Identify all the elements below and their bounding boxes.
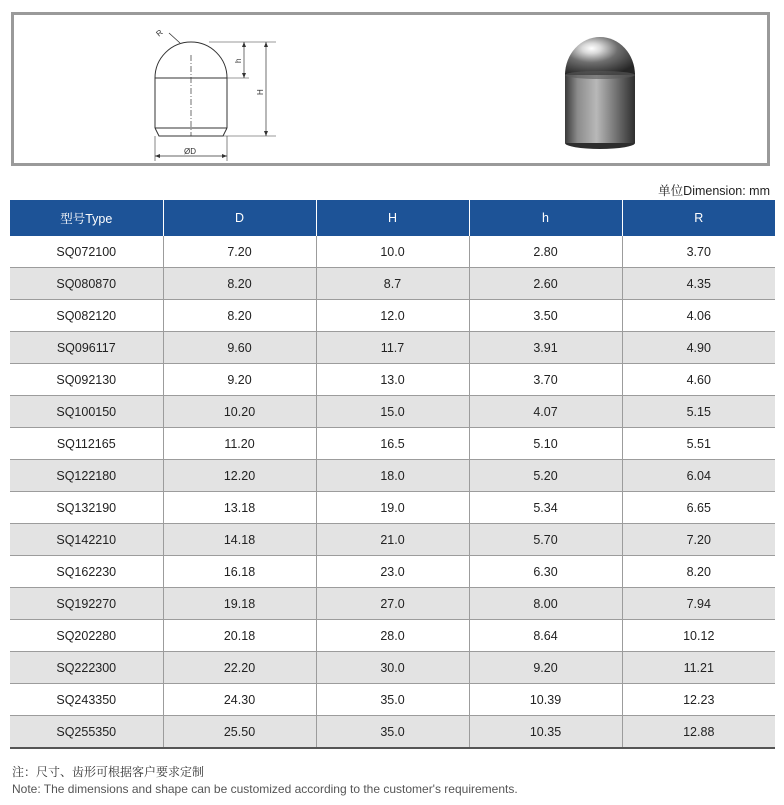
table-cell: 20.18 (163, 620, 316, 652)
table-cell: 8.20 (622, 556, 775, 588)
column-header: 型号Type (10, 200, 163, 236)
table-cell: 8.20 (163, 268, 316, 300)
table-row (10, 364, 775, 396)
table-cell: SQ112165 (10, 428, 163, 460)
table-cell: 5.34 (469, 492, 622, 524)
table-cell: SQ192270 (10, 588, 163, 620)
table-row (10, 620, 775, 652)
table-row (10, 332, 775, 364)
table-cell: 12.88 (622, 716, 775, 749)
table-row (10, 428, 775, 460)
table-cell: 21.0 (316, 524, 469, 556)
table-cell: 35.0 (316, 716, 469, 749)
table-cell: 30.0 (316, 652, 469, 684)
table-cell: SQ132190 (10, 492, 163, 524)
table-row (10, 236, 775, 268)
dimension-label-small-h: h (234, 58, 243, 63)
table-row (10, 396, 775, 428)
table-cell: 18.0 (316, 460, 469, 492)
table-cell: 4.60 (622, 364, 775, 396)
table-cell: 5.10 (469, 428, 622, 460)
table-cell: 7.20 (622, 524, 775, 556)
table-body (10, 236, 775, 748)
button-3d-render (565, 37, 635, 149)
dimension-arrowheads (155, 42, 268, 158)
table-row (10, 652, 775, 684)
table-cell: 6.65 (622, 492, 775, 524)
table-cell: 8.7 (316, 268, 469, 300)
table-cell: SQ082120 (10, 300, 163, 332)
table-cell: 13.0 (316, 364, 469, 396)
table-cell: SQ255350 (10, 716, 163, 749)
table-row (10, 588, 775, 620)
column-header: R (622, 200, 775, 236)
table-cell: 3.70 (622, 236, 775, 268)
table-cell: 4.07 (469, 396, 622, 428)
table-cell: SQ142210 (10, 524, 163, 556)
footnote-chinese: 注：尺寸、齿形可根据客户要求定制 (12, 765, 205, 779)
table-cell: 10.12 (622, 620, 775, 652)
dimension-label-r: R (154, 27, 165, 39)
dimension-label-d: ØD (184, 147, 196, 156)
table-cell: 2.80 (469, 236, 622, 268)
table-cell: 24.30 (163, 684, 316, 716)
table-cell: 2.60 (469, 268, 622, 300)
table-row (10, 492, 775, 524)
table-cell: 8.64 (469, 620, 622, 652)
table-cell: 8.20 (163, 300, 316, 332)
table-cell: 35.0 (316, 684, 469, 716)
table-cell: 10.39 (469, 684, 622, 716)
table-cell: 4.06 (622, 300, 775, 332)
table-cell: 19.18 (163, 588, 316, 620)
table-cell: SQ222300 (10, 652, 163, 684)
table-cell: 6.30 (469, 556, 622, 588)
footnote-english: Note: The dimensions and shape can be customized according to the customer's requirements. (12, 782, 518, 796)
table-cell: 14.18 (163, 524, 316, 556)
table-row (10, 716, 775, 749)
table-cell: SQ092130 (10, 364, 163, 396)
table-cell: 27.0 (316, 588, 469, 620)
table-cell: 4.90 (622, 332, 775, 364)
table-cell: 6.04 (622, 460, 775, 492)
button-outline-drawing (155, 33, 276, 161)
table-cell: 28.0 (316, 620, 469, 652)
table-cell: 9.20 (469, 652, 622, 684)
table-cell: SQ122180 (10, 460, 163, 492)
table-row (10, 300, 775, 332)
table-cell: 9.60 (163, 332, 316, 364)
table-cell: SQ162230 (10, 556, 163, 588)
table-cell: SQ202280 (10, 620, 163, 652)
table-cell: 8.00 (469, 588, 622, 620)
column-header: H (316, 200, 469, 236)
table-row (10, 684, 775, 716)
footnote (12, 764, 518, 798)
table-cell: SQ100150 (10, 396, 163, 428)
table-cell: SQ072100 (10, 236, 163, 268)
table-cell: 23.0 (316, 556, 469, 588)
table-header (10, 200, 775, 236)
table-cell: SQ096117 (10, 332, 163, 364)
table-cell: SQ243350 (10, 684, 163, 716)
table-cell: 19.0 (316, 492, 469, 524)
table-cell: 5.51 (622, 428, 775, 460)
table-cell: 16.18 (163, 556, 316, 588)
table-cell: 3.50 (469, 300, 622, 332)
table-cell: SQ080870 (10, 268, 163, 300)
unit-note: 单位Dimension: mm (658, 184, 770, 198)
table-cell: 12.20 (163, 460, 316, 492)
table-cell: 3.91 (469, 332, 622, 364)
table-cell: 5.70 (469, 524, 622, 556)
specification-table (10, 200, 775, 749)
table-cell: 25.50 (163, 716, 316, 749)
table-cell: 16.5 (316, 428, 469, 460)
dimension-label-big-h: H (256, 89, 265, 95)
column-header: D (163, 200, 316, 236)
table-cell: 13.18 (163, 492, 316, 524)
table-cell: 11.7 (316, 332, 469, 364)
table-cell: 10.20 (163, 396, 316, 428)
table-row (10, 460, 775, 492)
table-cell: 3.70 (469, 364, 622, 396)
table-cell: 9.20 (163, 364, 316, 396)
table-cell: 7.20 (163, 236, 316, 268)
table-cell: 15.0 (316, 396, 469, 428)
table-cell: 5.20 (469, 460, 622, 492)
technical-drawing (14, 15, 767, 163)
table-cell: 11.20 (163, 428, 316, 460)
table-cell: 7.94 (622, 588, 775, 620)
table-cell: 22.20 (163, 652, 316, 684)
product-figure-panel (11, 12, 770, 166)
table-row (10, 268, 775, 300)
table-row (10, 524, 775, 556)
table-cell: 12.0 (316, 300, 469, 332)
table-cell: 12.23 (622, 684, 775, 716)
table-cell: 5.15 (622, 396, 775, 428)
table-cell: 11.21 (622, 652, 775, 684)
table-cell: 10.0 (316, 236, 469, 268)
column-header: h (469, 200, 622, 236)
table-cell: 4.35 (622, 268, 775, 300)
table-cell: 10.35 (469, 716, 622, 749)
table-row (10, 556, 775, 588)
